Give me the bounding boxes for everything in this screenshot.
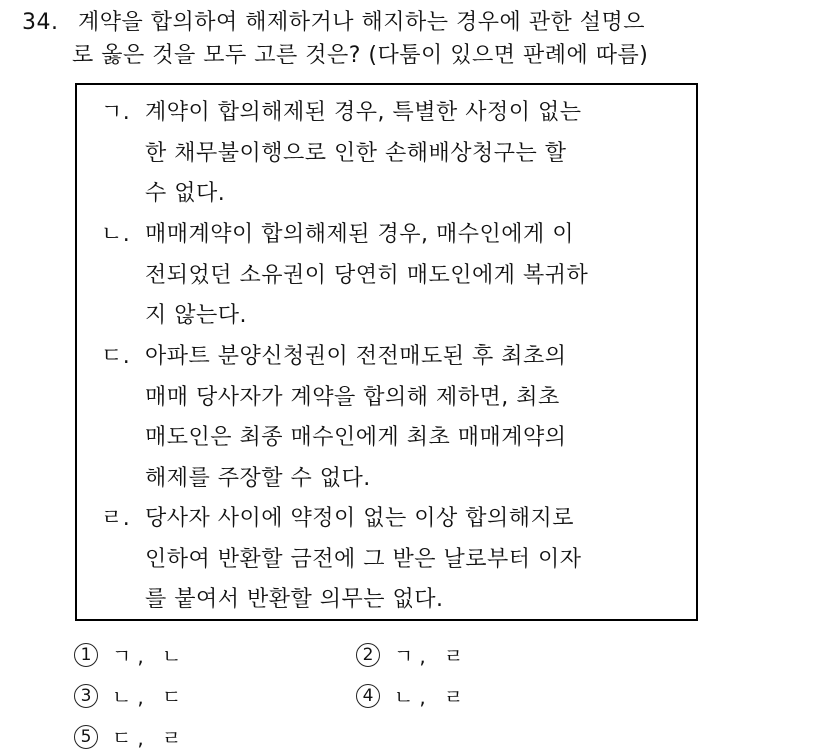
statement-line: 지 않는다. [145,303,247,328]
statement-marker: ㄷ. [101,344,131,369]
choice-answer: ㄱ, ㄹ [394,644,470,668]
statement-line: 아파트 분양신청권이 전전매도된 후 최초의 [145,344,567,369]
choice-answer: ㄴ, ㄹ [394,685,470,709]
statement-line: 매매 당사자가 계약을 합의해 제하면, 최초 [145,384,560,410]
choice-3[interactable] [74,681,187,710]
choice-answer: ㄱ, ㄴ [112,644,188,668]
choice-number: 2 [356,643,380,667]
statement-line: 수 없다. [145,181,226,206]
choice-5[interactable] [74,722,187,751]
statement-line: 매매계약이 합의해제된 경우, 매수인에게 이 [145,222,575,247]
statement-c [101,337,681,499]
choice-number: 4 [356,684,380,708]
statements-box [75,83,698,621]
statement-line: 한 채무불이행으로 인한 손해배상청구는 할 [145,140,567,166]
question-line-1 [22,6,812,39]
choice-answer: ㄴ, ㄷ [112,685,188,709]
statement-line: 계약이 합의해제된 경우, 특별한 사정이 없는 [145,100,582,125]
statement-b [101,215,681,337]
choice-2[interactable] [356,640,469,669]
statement-line: 당사자 사이에 약정이 없는 이상 합의해지로 [145,506,575,531]
statement-line: 인하여 반환할 금전에 그 받은 날로부터 이자 [145,546,582,572]
statement-line: 를 붙여서 반환할 의무는 없다. [145,587,444,612]
statement-marker: ㄹ. [101,506,131,531]
statement-d [101,499,681,621]
statement-marker: ㄱ. [101,100,131,125]
question-text-1: 계약을 합의하여 해제하거나 해지하는 경우에 관한 설명으 [78,10,646,35]
choice-1[interactable] [74,640,187,669]
statement-line: 전되었던 소유권이 당연히 매도인에게 복귀하 [145,262,589,288]
choice-answer: ㄷ, ㄹ [112,726,188,750]
question-number: 34. [22,10,59,35]
statement-marker: ㄴ. [101,222,131,247]
choice-number: 5 [74,725,98,749]
choice-number: 3 [74,684,98,708]
statement-line: 해제를 주장할 수 없다. [145,465,371,491]
question-stem [22,6,812,72]
choice-4[interactable] [356,681,469,710]
statement-a [101,93,681,215]
question-line-2: 로 옳은 것을 모두 고른 것은? (다툼이 있으면 판례에 따름) [72,43,649,68]
statement-line: 매도인은 최종 매수인에게 최초 매매계약의 [145,425,567,450]
choice-number: 1 [74,643,98,667]
